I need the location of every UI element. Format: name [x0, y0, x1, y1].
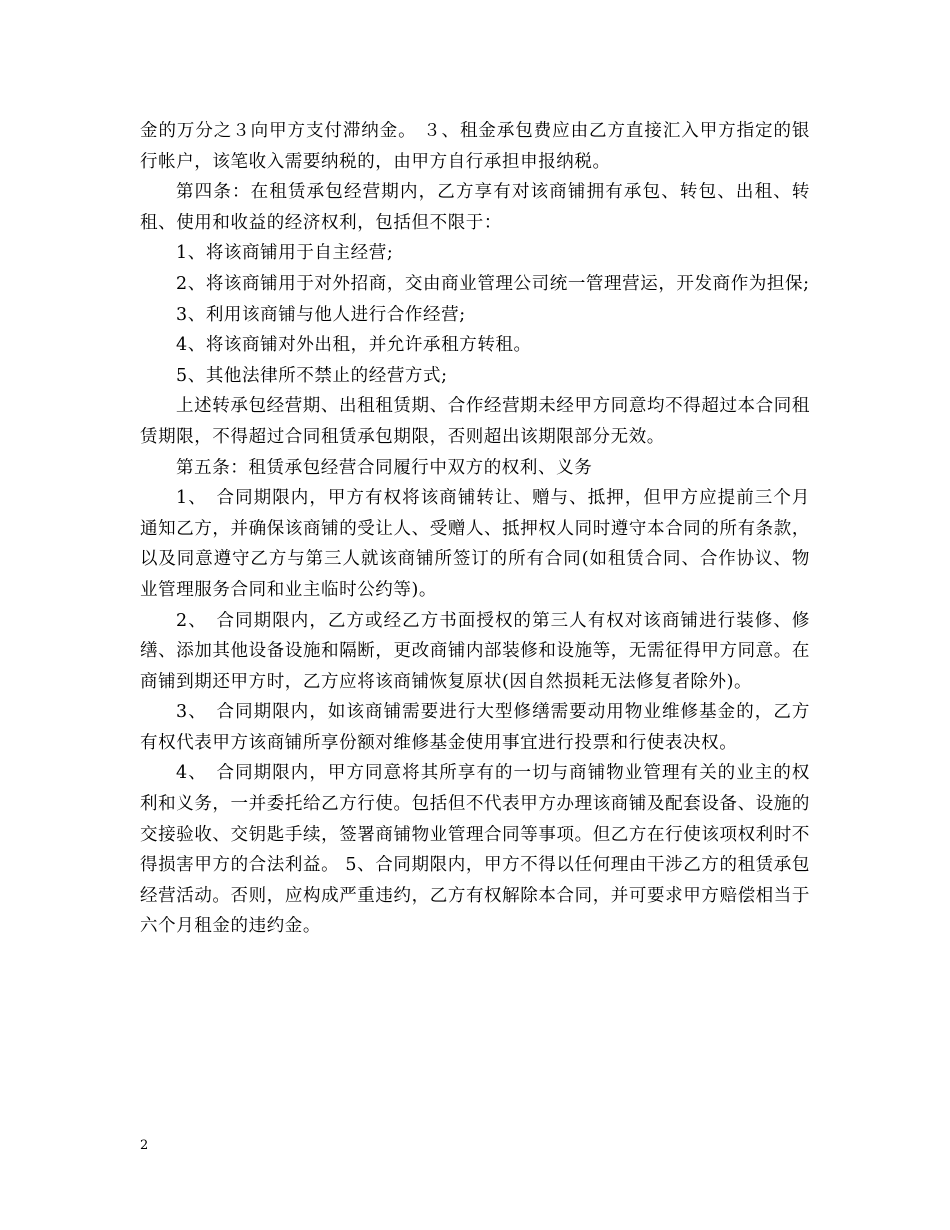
clause-4-5: 4、 合同期限内，甲方同意将其所享有的一切与商铺物业管理有关的业主的权利和义务，一并委托给乙方行使。包括但不代表甲方办理该商铺及配套设备、设施的交接验收、交钥匙手续，签署商铺物业管理合同等事项。但乙方在行使该项权利时不得损害甲方的合法利益。 5、合同期限内，甲方不得以任何理由干涉乙方的租赁承包经营活动。否则，应构成严重违约，乙方有权解除本合同，并可要求甲方赔偿相当于六个月租金的违约金。: [140, 763, 810, 937]
list-item-2: 2、将该商铺用于对外招商，交由商业管理公司统一管理营运，开发商作为担保;: [176, 273, 810, 294]
paragraph-article-4: 第四条：在租赁承包经营期内，乙方享有对该商铺拥有承包、转包、出租、转租、使用和收益的经济权利，包括但不限于：: [140, 182, 810, 233]
clause-1: 1、 合同期限内，甲方有权将该商铺转让、赠与、抵押，但甲方应提前三个月通知乙方，并确保该商铺的受让人、受赠人、抵押权人同时遵守本合同的所有条款，以及同意遵守乙方与第三人就该商铺所签订的所有合同(如租赁合同、合作协议、物业管理服务合同和业主临时公约等)。: [140, 488, 810, 600]
clause-3: 3、 合同期限内，如该商铺需要进行大型修缮需要动用物业维修基金的，乙方有权代表甲方该商铺所享份额对维修基金使用事宜进行投票和行使表决权。: [140, 702, 810, 753]
document-body: [140, 116, 810, 942]
paragraph-term-limit: 上述转承包经营期、出租租赁期、合作经营期未经甲方同意均不得超过本合同租赁期限，不得超过合同租赁承包期限，否则超出该期限部分无效。: [140, 396, 810, 447]
list-item-3: 3、利用该商铺与他人进行合作经营;: [176, 304, 466, 325]
list-item-4: 4、将该商铺对外出租，并允许承租方转租。: [176, 335, 532, 356]
list-item-5: 5、其他法律所不禁止的经营方式;: [176, 365, 448, 386]
clause-2: 2、 合同期限内，乙方或经乙方书面授权的第三人有权对该商铺进行装修、修缮、添加其他设备设施和隔断，更改商铺内部装修和设施等，无需征得甲方同意。在商铺到期还甲方时，乙方应将该商铺恢复原状(因自然损耗无法修复者除外)。: [140, 610, 810, 692]
paragraph-article-5: 第五条：租赁承包经营合同履行中双方的权利、义务: [176, 457, 593, 478]
list-item-1: 1、将该商铺用于自主经营;: [176, 243, 394, 264]
paragraph-1: 金的万分之３向甲方支付滞纳金。 ３、租金承包费应由乙方直接汇入甲方指定的银行帐户，该笔收入需要纳税的，由甲方自行承担申报纳税。: [140, 121, 810, 172]
page-number: 2: [140, 1138, 149, 1153]
